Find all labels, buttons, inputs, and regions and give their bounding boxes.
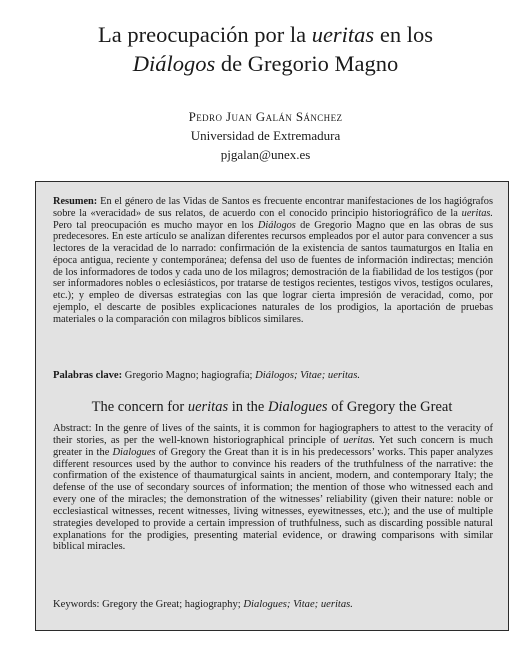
abstract-box xyxy=(35,181,509,631)
keywords-label: Keywords: xyxy=(53,599,100,610)
resumen-italic: Diálogos xyxy=(257,219,296,231)
palabras-clave-label: Palabras clave: xyxy=(53,370,123,381)
resumen-text: de Gregorio Magno que en las obras de sus predecesores. En este artículo se analizan diferentes recursos empleados por el autor para convencer a sus lectores de la veracidad de lo narrado: confirmación de la existencia de santos taumaturgos en Italia en época antigua, reciente y contemporánea; defensa del uso de fuentes de información indirectas; mención de los informadores de todos y cada uno de los milagros; demostración de la fiabilidad de los testigos (por ser informadores nobles o eclesiásticos, por tratarse de testigos recientes, testigos vivos, testigos oculares, etc.); y empleo de diversas estrategias con las que lograr cierta impresión de veracidad, como, por ejemplo, el descarte de posibles explicaciones naturales de los prodigios, la aportación de pruebas materiales o la comparación con milagros bíblicos similares. xyxy=(53,219,494,325)
en-title-text: in the xyxy=(228,399,268,415)
author-email[interactable]: pjgalan@unex.es xyxy=(220,147,311,162)
resumen-paragraph xyxy=(53,196,493,325)
author-block xyxy=(0,107,531,164)
en-title-italic: ueritas xyxy=(187,399,229,415)
author-name: Pedro Juan Galán Sánchez xyxy=(188,109,343,124)
en-title-text: of Gregory the Great xyxy=(327,399,453,415)
title-italic: Diálogos xyxy=(132,51,216,76)
resumen-label: Resumen: xyxy=(53,196,98,207)
keywords xyxy=(53,599,493,611)
palabras-clave-text: Gregorio Magno; hagiografía; xyxy=(122,370,256,381)
title-italic: ueritas xyxy=(311,22,375,47)
english-title xyxy=(36,398,508,416)
title-line-2 xyxy=(0,49,531,78)
abstract-text: In the genre of lives of the saints, it is common for hagiographers to attest to the veracity of their stories, as per the well-known historiographical principle of xyxy=(53,423,493,446)
resumen-text: En el género de las Vidas de Santos es frecuente encontrar manifestaciones de los hagiógrafos sobre la «veracidad» de sus relatos, de acuerdo con el conocido principio historiográfico de la xyxy=(53,196,493,219)
paper-title xyxy=(0,20,531,78)
palabras-clave xyxy=(53,370,493,382)
keywords-text: Gregory the Great; hagiography; xyxy=(99,599,244,610)
en-title-italic: Dialogues xyxy=(267,399,328,415)
abstract-italic: ueritas. xyxy=(343,434,376,446)
abstract-italic: Dialogues xyxy=(112,446,156,458)
keywords-italic: Dialogues; Vitae; ueritas. xyxy=(243,599,353,610)
author-affiliation: Universidad de Extremadura xyxy=(190,128,341,143)
abstract-text: Yet such concern is much greater in the xyxy=(53,434,493,458)
en-title-text: The concern for xyxy=(91,399,188,415)
abstract-paragraph xyxy=(53,423,493,553)
palabras-clave-italic: Diálogos; Vitae; ueritas. xyxy=(255,370,360,381)
title-text: de Gregorio Magno xyxy=(215,51,399,76)
title-line-1 xyxy=(0,20,531,49)
resumen-italic: ueritas. xyxy=(461,207,493,219)
title-text: La preocupación por la xyxy=(98,22,312,47)
abstract-text: of Gregory the Great than it is in his predecessors’ works. This paper analyzes different resources used by the author to convince his readers of the truthfulness of the narrative: the confirmation of the existence of thaumaturgical saints in ancient, modern, and contemporary Italy; the defense of the use of secondary sources of information; the mention of those who witnessed each and every one of the miracles; the demonstration of the witnesses’ reliability (given their nature: noble or ecclesiastical witnesses, recent witnesses, living witnesses, eyewitnesses, etc.); and the use of multiple strategies developed to provide a certain impression of truthfulness, such as discarding possible natural explanations for the prodigies, presenting material evidence, or drawing comparisons with similar biblical miracles. xyxy=(53,446,493,553)
resumen-text: Pero tal preocupación es mucho mayor en los xyxy=(53,219,258,231)
title-text: en los xyxy=(374,22,433,47)
abstract-label: Abstract: xyxy=(53,423,92,434)
